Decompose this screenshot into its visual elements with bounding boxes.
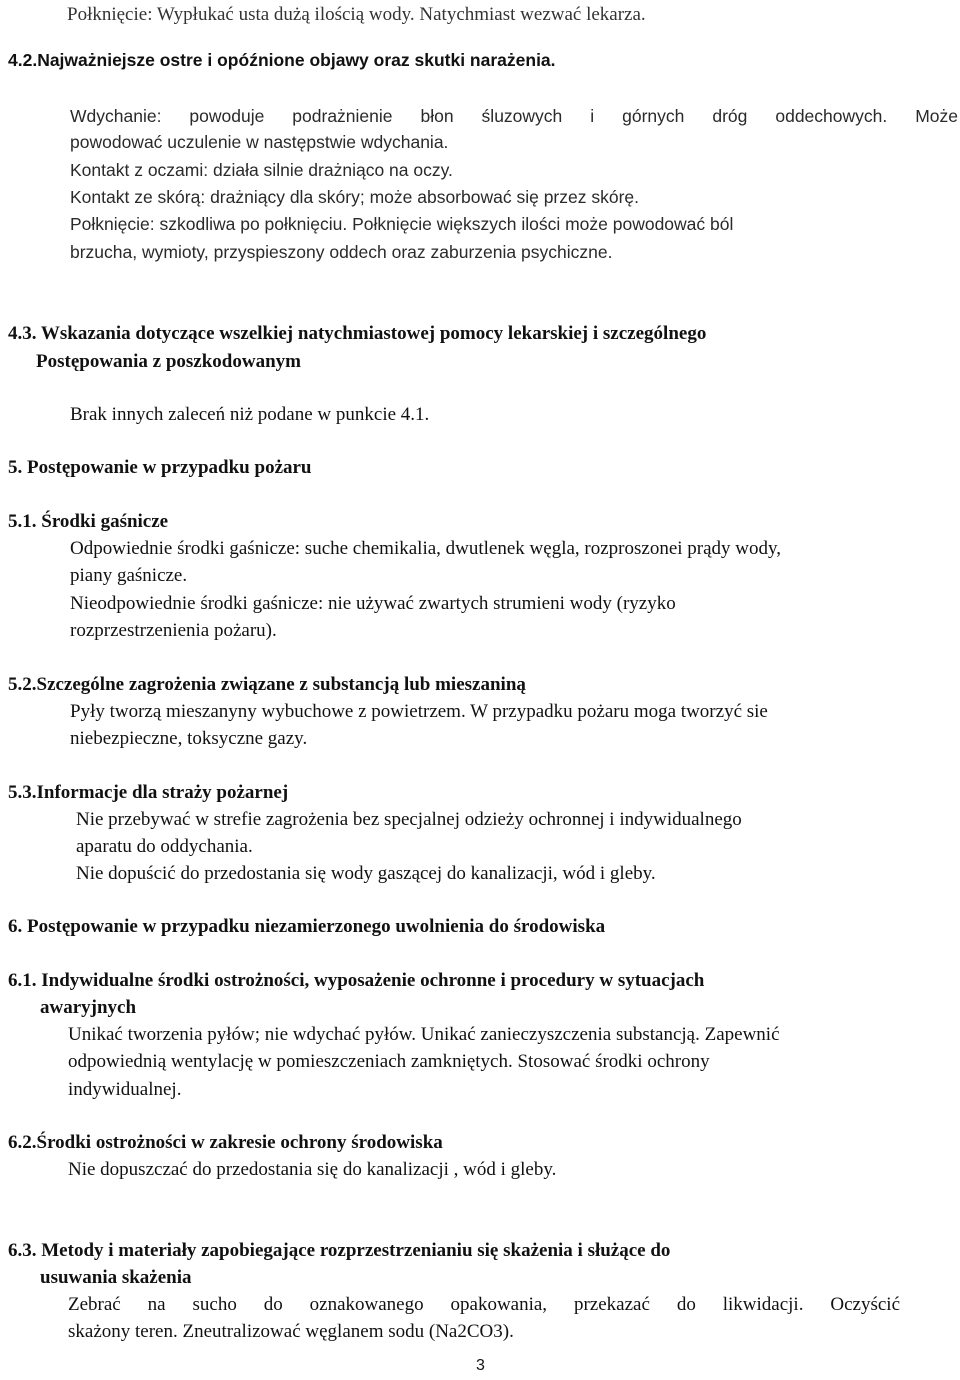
section-5-1-line: Odpowiednie środki gaśnicze: suche chemikalia, dwutlenek węgla, rozproszonei prądy wody, <box>70 538 782 559</box>
section-6-3-heading: 6.3. Metody i materiały zapobiegające rozprzestrzenianiu się skażenia i służące do <box>8 1240 671 1261</box>
section-5-heading: 5. Postępowanie w przypadku pożaru <box>8 457 312 478</box>
section-5-2-heading: 5.2.Szczególne zagrożenia związane z substancją lub mieszaniną <box>8 674 526 695</box>
section-6-heading: 6. Postępowanie w przypadku niezamierzonego uwolnienia do środowiska <box>8 916 606 937</box>
section-6-3-line: skażony teren. Zneutralizować węglanem sodu (Na2CO3). <box>68 1321 514 1342</box>
section-4-2-line: brzucha, wymioty, przyspieszony oddech oraz zaburzenia psychiczne. <box>70 242 613 262</box>
section-4-2-line: powodować uczulenie w następstwie wdychania. <box>70 132 449 152</box>
section-5-1-line: Nieodpowiednie środki gaśnicze: nie używać zwartych strumieni wody (ryzyko <box>70 593 676 614</box>
section-5-3-line: Nie przebywać w strefie zagrożenia bez specjalnej odzieży ochronnej i indywidualnego <box>76 809 742 830</box>
section-5-3-line: Nie dopuścić do przedostania się wody gaszącej do kanalizacji, wód i gleby. <box>76 863 656 884</box>
section-4-2-line: Wdychanie: powoduje podrażnienie błon śluzowych i górnych dróg oddechowych. Może <box>70 106 958 126</box>
section-5-3-line: aparatu do oddychania. <box>76 836 253 857</box>
section-6-3-heading-cont: usuwania skażenia <box>40 1267 192 1288</box>
section-4-3-text: Brak innych zaleceń niż podane w punkcie 4.1. <box>70 404 430 425</box>
section-6-1-line: Unikać tworzenia pyłów; nie wdychać pyłów. Unikać zanieczyszczenia substancją. Zapewnić <box>68 1024 780 1045</box>
section-4-2-heading: 4.2.Najważniejsze ostre i opóźnione objawy oraz skutki narażenia. <box>8 50 556 70</box>
page-number: 3 <box>476 1357 485 1374</box>
section-6-2-heading: 6.2.Środki ostrożności w zakresie ochrony środowiska <box>8 1132 443 1153</box>
section-6-2-text: Nie dopuszczać do przedostania się do kanalizacji , wód i gleby. <box>68 1159 557 1180</box>
section-4-3-heading-cont: Postępowania z poszkodowanym <box>36 351 301 372</box>
section-5-1-heading: 5.1. Środki gaśnicze <box>8 511 169 532</box>
section-4-2-line: Kontakt ze skórą: drażniący dla skóry; może absorbować się przez skórę. <box>70 187 639 207</box>
section-4-3-heading: 4.3. Wskazania dotyczące wszelkiej natychmiastowej pomocy lekarskiej i szczególnego <box>8 323 707 344</box>
section-5-1-line: rozprzestrzenienia pożaru). <box>70 620 277 641</box>
section-5-1-line: piany gaśnicze. <box>70 565 188 586</box>
section-4-2-line: Połknięcie: szkodliwa po połknięciu. Połknięcie większych ilości może powodować ból <box>70 214 734 234</box>
section-5-2-line: niebezpieczne, toksyczne gazy. <box>70 728 308 749</box>
section-6-1-heading: 6.1. Indywidualne środki ostrożności, wyposażenie ochronne i procedury w sytuacjach <box>8 970 705 991</box>
section-4-2-line: Kontakt z oczami: działa silnie drażniąco na oczy. <box>70 160 453 180</box>
section-6-1-line: indywidualnej. <box>68 1079 182 1100</box>
section-6-3-line: Zebrać na sucho do oznakowanego opakowania, przekazać do likwidacji. Oczyścić <box>68 1294 900 1315</box>
section-6-1-heading-cont: awaryjnych <box>40 997 137 1018</box>
section-5-2-line: Pyły tworzą mieszanyny wybuchowe z powietrzem. W przypadku pożaru moga tworzyć sie <box>70 701 768 722</box>
section-4-1-tail: Połknięcie: Wypłukać usta dużą ilością wody. Natychmiast wezwać lekarza. <box>67 4 646 25</box>
section-5-3-heading: 5.3.Informacje dla straży pożarnej <box>8 782 289 803</box>
section-6-1-line: odpowiednią wentylację w pomieszczeniach zamkniętych. Stosować środki ochrony <box>68 1051 710 1072</box>
